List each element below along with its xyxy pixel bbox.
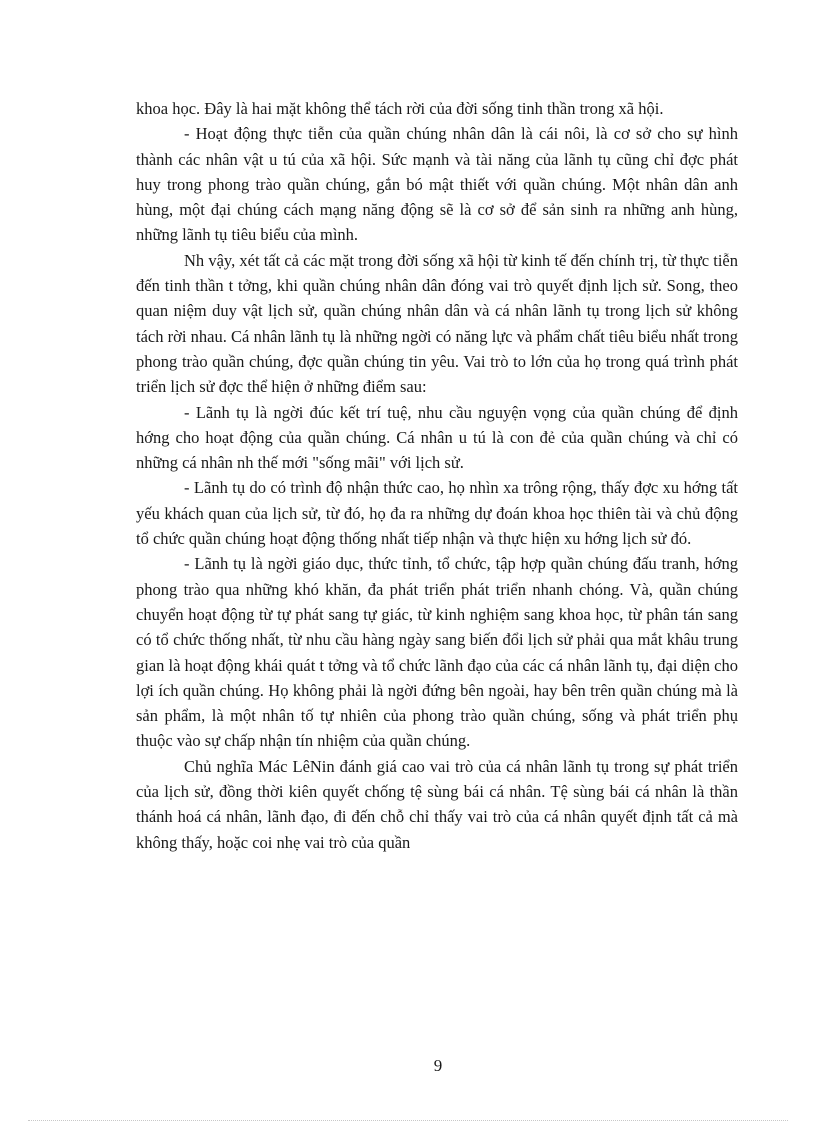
footer-divider xyxy=(28,1120,788,1121)
body-text xyxy=(136,96,738,855)
paragraph-leader-wisdom: - Lãnh tụ là ngời đúc kết trí tuệ, nhu cầu nguyện vọng của quần chúng để định hớng cho hoạt động của quần chúng. Cá nhân u tú là con đẻ của quần chúng và chỉ có những cá nhân nh thế mới "sống mãi" với lịch sử. xyxy=(136,402,738,473)
paragraph-mass-activity: - Hoạt động thực tiễn của quần chúng nhân dân là cái nôi, là cơ sở cho sự hình thành các nhân vật u tú của xã hội. Sức mạnh và tài năng của lãnh tụ cũng chỉ đợc phát huy trong phong trào quần chúng, gắn bó mật thiết với quần chúng. Một nhân dân anh hùng, một đại chúng cách mạng năng động sẽ là cơ sở để sản sinh ra những anh hùng, những lãnh tụ tiêu biểu của mình. xyxy=(136,124,738,245)
paragraph-continuation: khoa học. Đây là hai mặt không thể tách rời của đời sống tinh thần trong xã hội. xyxy=(136,99,664,118)
paragraph-leader-education: - Lãnh tụ là ngời giáo dục, thức tỉnh, tổ chức, tập hợp quần chúng đấu tranh, hớng phong trào qua những khó khăn, đa phát triển phát triển nhanh chóng. Và, quần chúng chuyển hoạt động từ tự phát sang tự giác, từ kinh nghiệm sang khoa học, từ phân tán sang có tổ chức thống nhất, từ nhu cầu hàng ngày sang biến đổi lịch sử phải qua mắt khâu trung gian là hoạt động khái quát t tởng và tổ chức lãnh đạo của các cá nhân lãnh tụ, đại diện cho lợi ích quần chúng. Họ không phải là ngời đứng bên ngoài, hay bên trên quần chúng mà là sản phẩm, là một nhân tố tự nhiên của phong trào quần chúng, sống và phát triển phụ thuộc vào sự chấp nhận tín nhiệm của quần chúng. xyxy=(136,554,738,751)
page-number: 9 xyxy=(433,1056,443,1075)
paragraph-marxism: Chủ nghĩa Mác LêNin đánh giá cao vai trò của cá nhân lãnh tụ trong sự phát triển của lịch sử, đồng thời kiên quyết chống tệ sùng bái cá nhân. Tệ sùng bái cá nhân là thần thánh hoá cá nhân, lãnh đạo, đi đến chỗ chỉ thấy vai trò của cá nhân quyết định tất cả mà không thấy, hoặc coi nhẹ vai trò của quần xyxy=(136,756,738,852)
paragraph-leader-vision: - Lãnh tụ do có trình độ nhận thức cao, họ nhìn xa trông rộng, thấy đợc xu hớng tất yếu khách quan của lịch sử, từ đó, họ đa ra những dự đoán khoa học thiên tài và chủ động tổ chức quần chúng hoạt động thống nhất tiếp nhận và thực hiện xu hớng lịch sử đó. xyxy=(136,478,738,549)
paragraph-leader-role: Nh vậy, xét tất cả các mặt trong đời sống xã hội từ kinh tế đến chính trị, từ thực tiễn đến tinh thần t tởng, khi quần chúng nhân dân đóng vai trò quyết định lịch sử. Song, theo quan niệm duy vật lịch sử, quần chúng nhân dân và cá nhân lãnh tụ trong lịch sử không tách rời nhau. Cá nhân lãnh tụ là những ngời có năng lực và phẩm chất tiêu biểu nhất trong phong trào quần chúng, đợc quần chúng tin yêu. Vai trò to lớn của họ trong quá trình phát triển lịch sử đợc thể hiện ở những điểm sau: xyxy=(136,250,738,397)
